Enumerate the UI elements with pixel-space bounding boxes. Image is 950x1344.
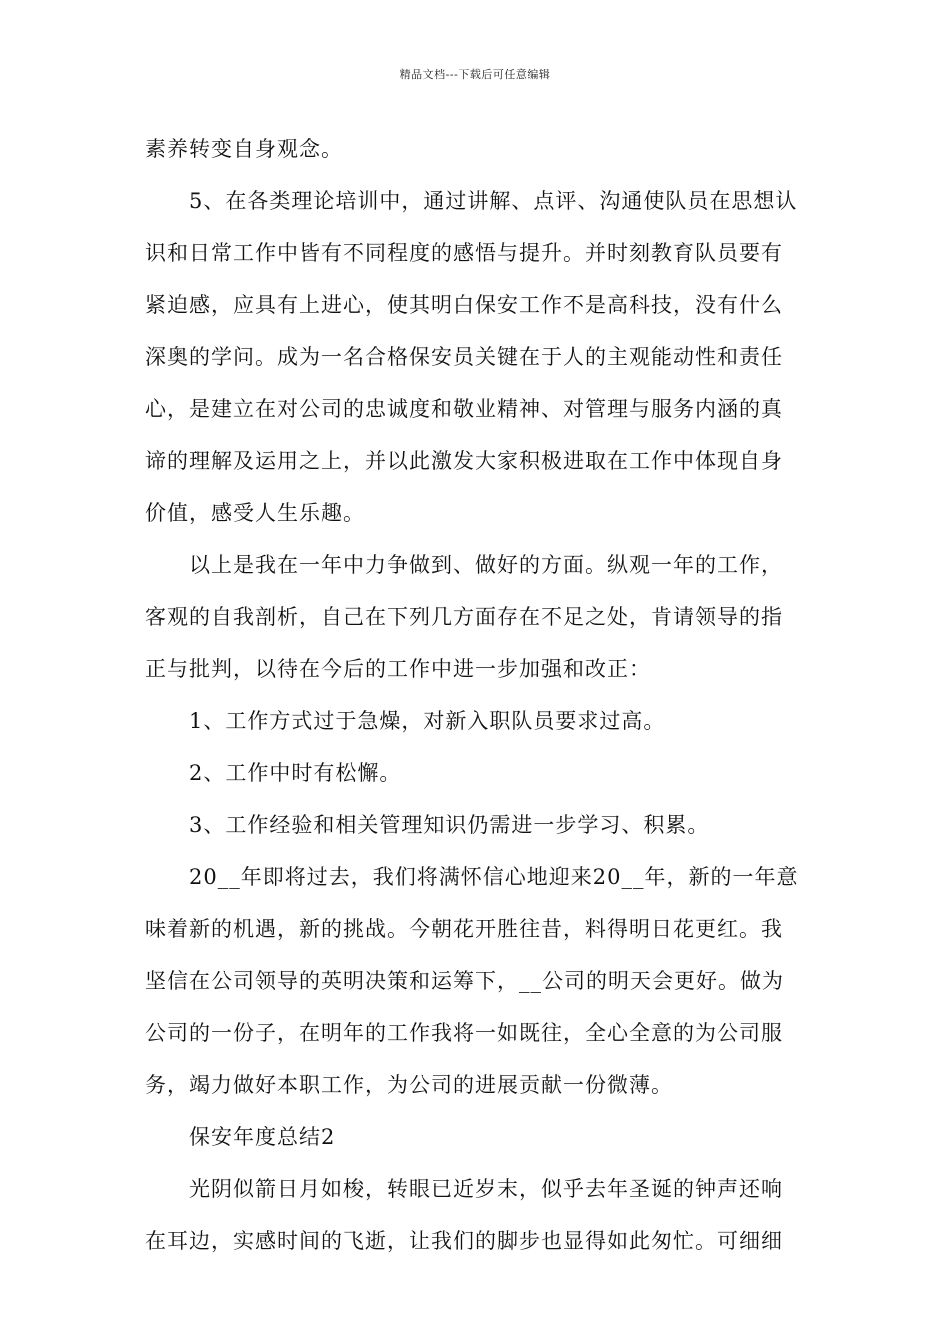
page-header: 精品文档---下载后可任意编辑 [399, 68, 551, 81]
text-line: 心，是建立在对公司的忠诚度和敬业精神、对管理与服务内涵的真 [145, 397, 783, 421]
text-line: 在耳边，实感时间的飞逝，让我们的脚步也显得如此匆忙。可细细 [145, 1229, 783, 1253]
text-line: 识和日常工作中皆有不同程度的感悟与提升。并时刻教育队员要有 [145, 241, 783, 265]
text-line: 味着新的机遇，新的挑战。今朝花开胜往昔，料得明日花更红。我 [145, 917, 783, 941]
text-line: 紧迫感，应具有上进心，使其明白保安工作不是高科技，没有什么 [145, 293, 783, 317]
text-line: 正与批判，以待在今后的工作中进一步加强和改正： [145, 657, 651, 681]
text-line: 谛的理解及运用之上，并以此激发大家积极进取在工作中体现自身 [145, 449, 783, 473]
text-line: 坚信在公司领导的英明决策和运筹下，__公司的明天会更好。做为 [145, 969, 784, 993]
text-line: 素养转变自身观念。 [145, 137, 343, 161]
text-line: 价值，感受人生乐趣。 [145, 501, 365, 525]
text-line: 务，竭力做好本职工作，为公司的进展贡献一份微薄。 [145, 1073, 673, 1097]
list-item: 2、工作中时有松懈。 [189, 761, 402, 785]
text-line: 客观的自我剖析，自己在下列几方面存在不足之处，肯请领导的指 [145, 605, 783, 629]
list-item: 3、工作经验和相关管理知识仍需进一步学习、积累。 [189, 813, 710, 837]
list-item: 1、工作方式过于急燥，对新入职队员要求过高。 [189, 709, 666, 733]
section-title: 保安年度总结2 [189, 1125, 336, 1149]
paragraph-start: 5、在各类理论培训中，通过讲解、点评、沟通使队员在思想认 [189, 189, 798, 213]
text-line: 公司的一份子，在明年的工作我将一如既往，全心全意的为公司服 [145, 1021, 783, 1045]
document-body [145, 129, 809, 1273]
text-line: 深奥的学问。成为一名合格保安员关键在于人的主观能动性和责任 [145, 345, 783, 369]
paragraph-start: 以上是我在一年中力争做到、做好的方面。纵观一年的工作， [189, 553, 783, 577]
paragraph-start: 光阴似箭日月如梭，转眼已近岁末，似乎去年圣诞的钟声还响 [189, 1177, 783, 1201]
paragraph-start: 20__年即将过去，我们将满怀信心地迎来20__年，新的一年意 [189, 865, 799, 889]
